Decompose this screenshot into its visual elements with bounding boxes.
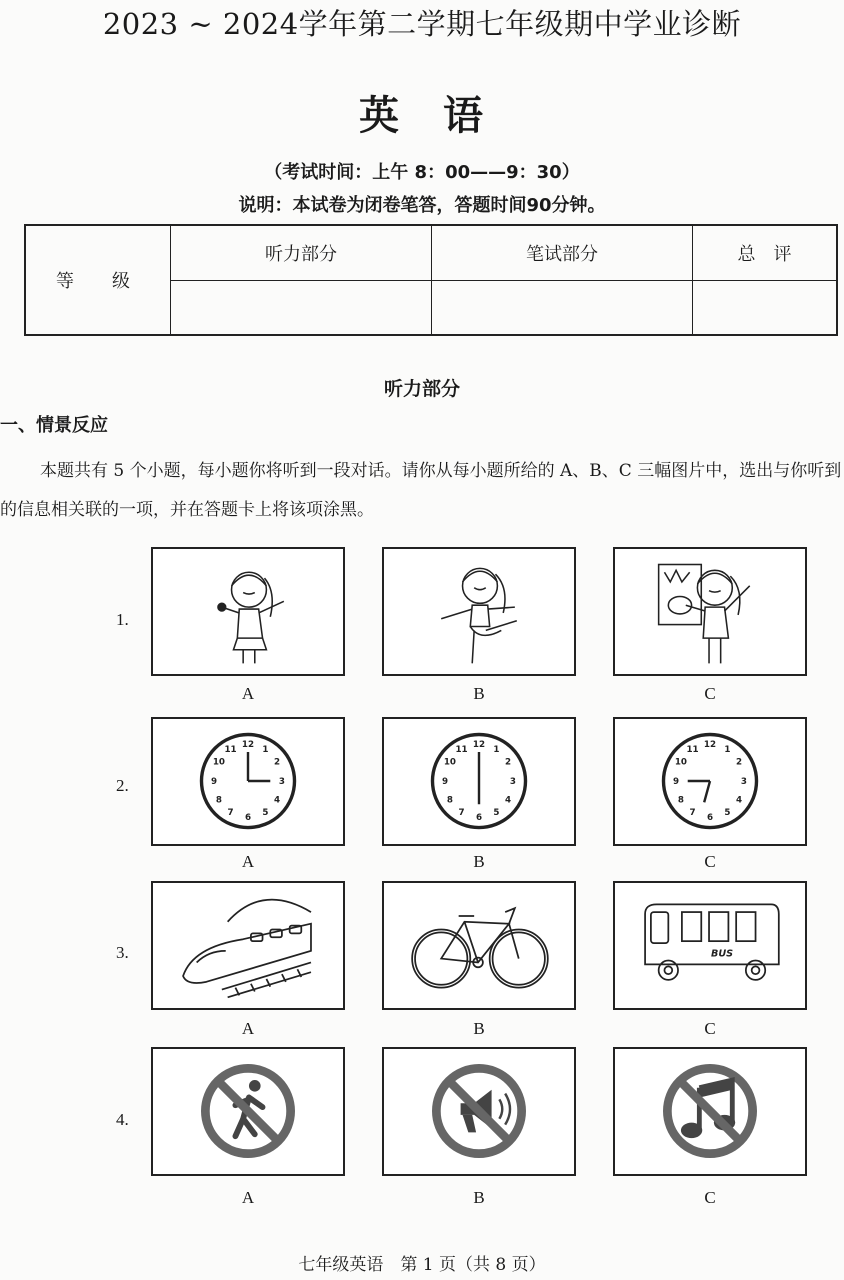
option-letter-a: A	[241, 684, 255, 703]
question-number: 1.	[116, 610, 129, 629]
svg-text:9: 9	[211, 776, 218, 787]
part-description-text: 本题共有 5 个小题，每小题你将听到一段对话。请你从每小题所给的 A、B、C 三幅图片中，选出与你听到的信息相关联的一项，并在答题卡上将该项涂黑。	[0, 461, 842, 520]
svg-text:5: 5	[724, 807, 731, 818]
part-description	[0, 452, 844, 530]
grade-column-written: 笔试部分	[432, 226, 693, 281]
question-number: 4.	[116, 1110, 129, 1129]
svg-text:9: 9	[442, 776, 449, 787]
svg-text:3: 3	[509, 776, 516, 787]
girl-painting-icon[interactable]	[613, 547, 807, 676]
svg-text:9: 9	[673, 776, 680, 787]
svg-text:2: 2	[505, 757, 512, 768]
option-letter-c: C	[704, 684, 716, 703]
no-loudspeaker-sign-icon[interactable]	[382, 1047, 576, 1176]
option-letter-b: B	[473, 1188, 485, 1207]
option-letter-b: B	[473, 852, 485, 871]
high-speed-train-icon[interactable]	[151, 881, 345, 1010]
svg-text:7: 7	[227, 807, 234, 818]
clock-six-oclock-icon[interactable]	[382, 717, 576, 846]
svg-text:2: 2	[736, 757, 743, 768]
svg-text:5: 5	[262, 807, 269, 818]
svg-text:1: 1	[493, 744, 500, 755]
grade-cell-listening	[171, 281, 432, 334]
grade-cell-written	[432, 281, 693, 334]
grade-row-label: 等 级	[26, 226, 171, 334]
option-letter-a: A	[241, 1188, 255, 1207]
svg-text:1: 1	[724, 744, 731, 755]
svg-text:BUS: BUS	[710, 948, 734, 960]
clock-three-oclock-icon[interactable]	[151, 717, 345, 846]
svg-text:7: 7	[689, 807, 696, 818]
svg-text:12: 12	[703, 740, 717, 751]
svg-text:10: 10	[212, 757, 226, 768]
svg-text:11: 11	[224, 744, 237, 755]
option-letter-a: A	[241, 852, 255, 871]
exam-instructions: 说明：本试卷为闭卷笔答，答题时间90分钟。	[238, 195, 606, 216]
svg-text:3: 3	[278, 776, 285, 787]
question-number: 2.	[116, 776, 129, 795]
svg-text:4: 4	[274, 795, 281, 806]
option-letter-c: C	[704, 1188, 716, 1207]
question-number: 3.	[116, 943, 129, 962]
option-letter-c: C	[704, 852, 716, 871]
svg-text:12: 12	[241, 740, 255, 751]
grade-cell-total	[693, 281, 836, 334]
svg-text:10: 10	[674, 757, 688, 768]
exam-time: （考试时间：上午 8：00——9：30）	[264, 162, 580, 183]
girl-singing-icon[interactable]	[151, 547, 345, 676]
svg-text:12: 12	[472, 740, 486, 751]
svg-text:4: 4	[505, 795, 512, 806]
option-letter-c: C	[704, 1019, 716, 1038]
grade-table	[24, 224, 838, 336]
svg-text:11: 11	[686, 744, 699, 755]
part-heading: 一、情景反应	[0, 415, 108, 436]
bus-icon[interactable]	[613, 881, 807, 1010]
svg-text:6: 6	[706, 812, 714, 823]
svg-text:10: 10	[443, 757, 457, 768]
grade-column-total: 总 评	[693, 226, 836, 281]
svg-text:7: 7	[458, 807, 465, 818]
option-letter-b: B	[473, 1019, 485, 1038]
page-footer: 七年级英语 第 1 页（共 8 页）	[298, 1255, 546, 1275]
bicycle-icon[interactable]	[382, 881, 576, 1010]
svg-text:5: 5	[493, 807, 500, 818]
svg-text:6: 6	[244, 812, 252, 823]
exam-title: 2023 ~ 2024学年第二学期七年级期中学业诊断	[102, 7, 742, 41]
no-running-sign-icon[interactable]	[151, 1047, 345, 1176]
option-letter-a: A	[241, 1019, 255, 1038]
girl-dancing-icon[interactable]	[382, 547, 576, 676]
no-music-sign-icon[interactable]	[613, 1047, 807, 1176]
subject-title: 英 语	[359, 93, 485, 139]
svg-text:6: 6	[475, 812, 483, 823]
svg-text:8: 8	[677, 795, 684, 806]
option-letter-b: B	[473, 684, 485, 703]
section-title: 听力部分	[383, 378, 460, 400]
svg-text:8: 8	[446, 795, 453, 806]
clock-seven-oclock-icon[interactable]	[613, 717, 807, 846]
grade-column-listening: 听力部分	[171, 226, 432, 281]
svg-text:3: 3	[740, 776, 747, 787]
svg-text:1: 1	[262, 744, 269, 755]
svg-text:11: 11	[455, 744, 468, 755]
svg-text:4: 4	[736, 795, 743, 806]
svg-text:8: 8	[215, 795, 222, 806]
svg-text:2: 2	[274, 757, 281, 768]
